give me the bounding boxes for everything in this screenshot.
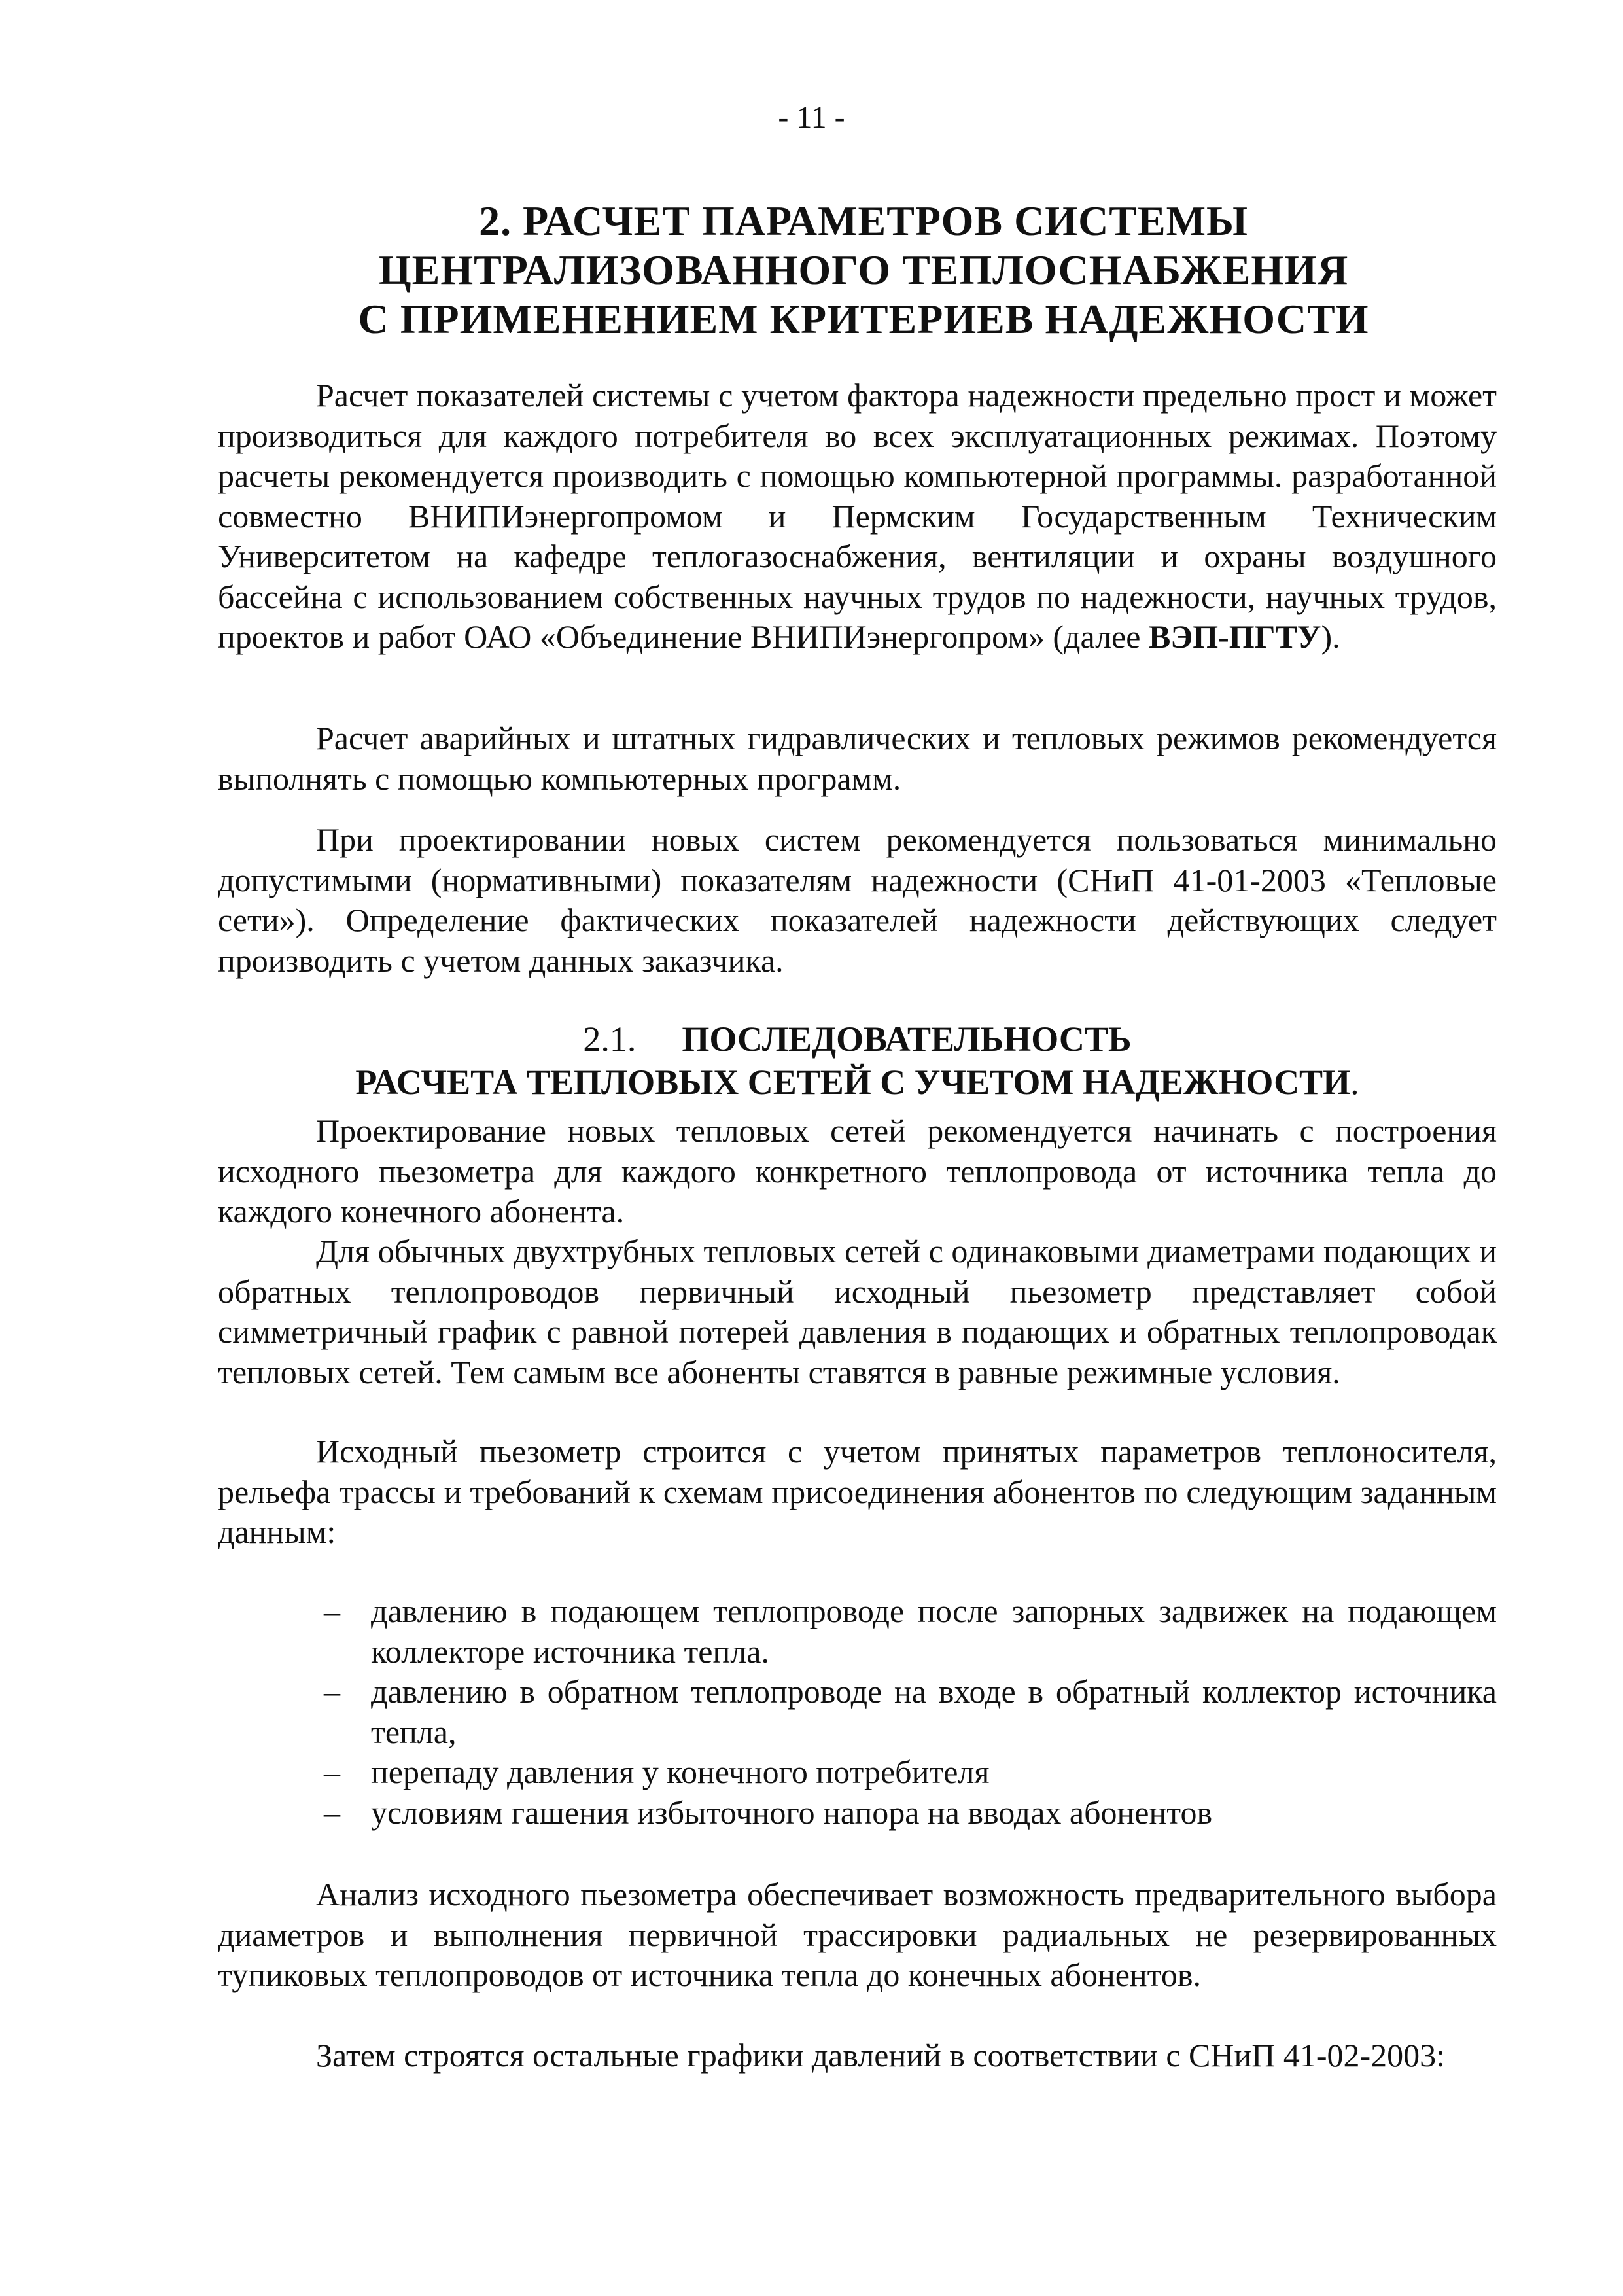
intro-paragraph-1-end: ). xyxy=(1321,618,1340,655)
page-number: - 11 - xyxy=(778,100,845,135)
intro-paragraph-1-text: Расчет показателей системы с учетом фактора надежности предельно прост и может производиться для каждого потребителя во всех эксплуатационных режимах. Поэтому расчеты рекомендуется производить с помощью компьютерной программы. разработанной совместно ВНИПИэнергопромом и Пермским Государственным Техническим Университетом на кафедре теплогазоснабжения, вентиляции и охраны воздушного бассейна с использованием собственных научных трудов по надежности, научных трудов, проектов и работ ОАО «Объединение ВНИПИэнергопром» (далее xyxy=(218,377,1497,655)
list-item: – условиям гашения избыточного напора на вводах абонентов xyxy=(324,1793,1497,1833)
section-number: 2.1. xyxy=(583,1019,637,1059)
section-paragraph-5: Затем строятся остальные графики давлений в соответствии с СНиП 41-02-2003: xyxy=(316,2037,1446,2074)
intro-paragraph-2: Расчет аварийных и штатных гидравлических и тепловых режимов рекомендуется выполнять с помощью компьютерных программ. xyxy=(218,720,1497,797)
section-paragraph-1: Проектирование новых тепловых сетей рекомендуется начинать с построения исходного пьезометра для каждого конкретного теплопровода от источника тепла до каждого конечного абонента. xyxy=(218,1112,1497,1229)
input-data-list xyxy=(324,1591,1497,1833)
chapter-title-line-2: ЦЕНТРАЛИЗОВАННОГО ТЕПЛОСНАБЖЕНИЯ xyxy=(378,247,1349,293)
list-item: – давлению в подающем теплопроводе после запорных задвижек на подающем коллекторе источника тепла. xyxy=(324,1593,1497,1670)
abbreviation-vep-pgtu: ВЭП-ПГТУ xyxy=(1148,618,1321,655)
list-item: – давлению в обратном теплопроводе на входе в обратный коллектор источника тепла, xyxy=(324,1673,1497,1750)
dash-bullet: – xyxy=(324,1673,340,1710)
section-title-end: . xyxy=(1350,1063,1359,1102)
dash-bullet: – xyxy=(324,1593,340,1629)
section-title-line-2: РАСЧЕТА ТЕПЛОВЫХ СЕТЕЙ С УЧЕТОМ НАДЕЖНОСТИ xyxy=(355,1063,1351,1102)
section-title-line-1: ПОСЛЕДОВАТЕЛЬНОСТЬ xyxy=(682,1019,1132,1059)
dash-bullet: – xyxy=(324,1793,340,1831)
dash-bullet: – xyxy=(324,1754,340,1790)
chapter-title-line-1: 2. РАСЧЕТ ПАРАМЕТРОВ СИСТЕМЫ xyxy=(479,198,1248,244)
intro-paragraph-1 xyxy=(218,376,1497,658)
section-paragraph-2: Для обычных двухтрубных тепловых сетей с одинаковыми диаметрами подающих и обратных теплопроводов первичный исходный пьезометр представляет собой симметричный график с равной потерей давления в подающих и обратных теплопроводак тепловых сетей. Тем самым все абоненты ставятся в равные режимные условия. xyxy=(218,1233,1497,1390)
chapter-title-line-3: С ПРИМЕНЕНИЕМ КРИТЕРИЕВ НАДЕЖНОСТИ xyxy=(358,296,1369,342)
section-paragraph-3: Исходный пьезометр строится с учетом принятых параметров теплоносителя, рельефа трассы и требований к схемам присоединения абонентов по следующим заданным данным: xyxy=(218,1433,1497,1550)
section-heading xyxy=(218,1017,1497,1104)
list-item: – перепаду давления у конечного потребителя xyxy=(324,1752,1497,1793)
chapter-title xyxy=(222,196,1505,344)
section-paragraph-4: Анализ исходного пьезометра обеспечивает возможность предварительного выбора диаметров и выполнения первичной трассировки радиальных не резервированных тупиковых теплопроводов от источника тепла до конечных абонентов. xyxy=(218,1876,1497,1993)
intro-paragraph-3: При проектировании новых систем рекомендуется пользоваться минимально допустимыми (нормативными) показателям надежности (СНиП 41-01-2003 «Тепловые сети»). Определение фактических показателей надежности действующих следует производить с учетом данных заказчика. xyxy=(218,821,1497,979)
